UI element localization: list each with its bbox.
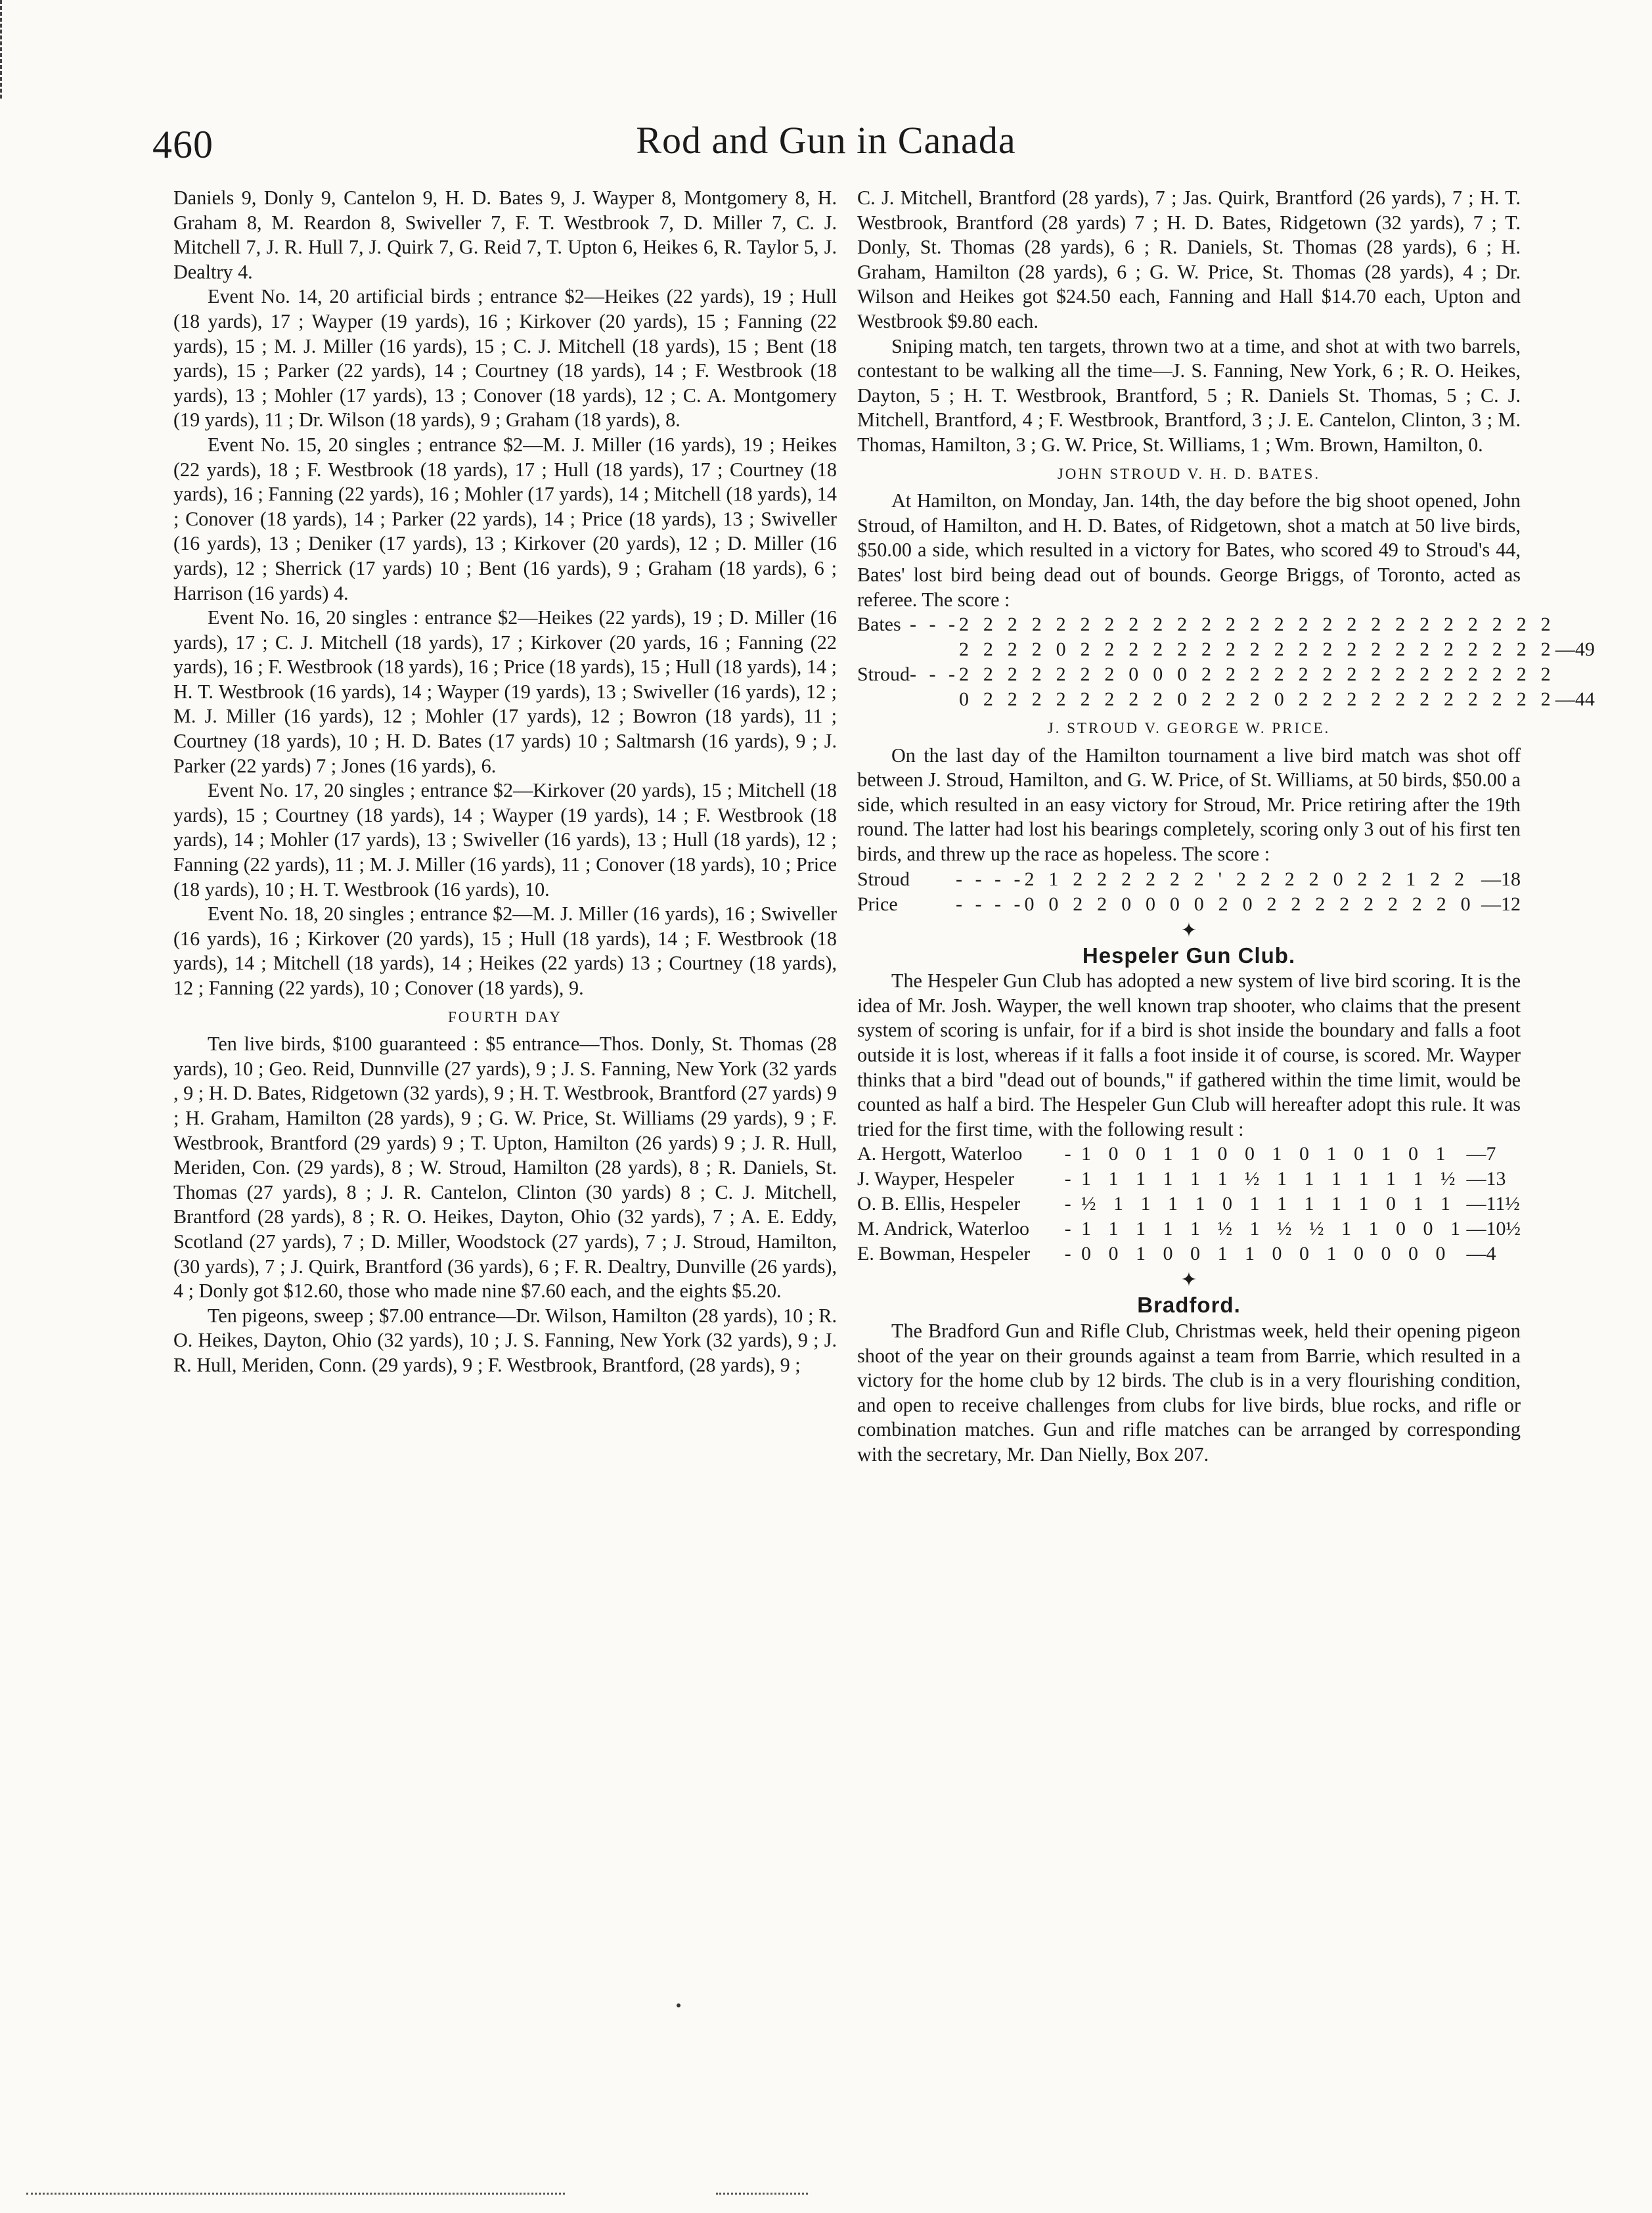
paragraph-pigeons-continued: C. J. Mitchell, Brantford (28 yards), 7 ; Jas. Quirk, Brantford (26 yards), 7 ; H. T. Westbrook, Brantford (28 yards) 7 ; H. D. Bates, Ridgetown (32 yards), 7 ; T. Donly, St. Thomas (28 yards), 6 ; R. Daniels, St. Thomas (28 yards), 6 ; H. Graham, Hamilton (28 yards), 6 ; G. W. Price, St. Thomas (28 yards), 4 ; Dr. Wilson and Heikes got $24.50 each, Fanning and Hall $14.70 each, Upton and Westbrook $9.80 each. (857, 187, 1521, 332)
score-row (857, 687, 1595, 712)
score-total: —10½ (1466, 1218, 1521, 1240)
ornament-icon: ✦ (1180, 1269, 1197, 1291)
score-total: —12 (1481, 893, 1521, 915)
paragraph-stroud-price: On the last day of the Hamilton tournament a live bird match was shot off between J. Stroud, Hamilton, and G. W. Price, of St. Williams, at 50 birds, $50.00 a side, which resulted in an easy victory for Stroud, Mr. Price retiring after the 19th round. The latter had lost his bearings completely, scoring only 3 out of his first ten birds, and threw up the race as hopeless. The score : (857, 744, 1521, 866)
score-sequence: 0 0 1 0 0 1 1 0 0 1 0 0 0 0 (1081, 1243, 1452, 1265)
scan-edge-mark (0, 0, 5, 99)
score-sequence: 1 1 1 1 1 1 ½ 1 1 1 1 1 1 ½ (1081, 1168, 1462, 1190)
score-row (857, 637, 1595, 662)
score-dashes: - (1064, 1168, 1071, 1190)
hespeler-score-row (857, 1142, 1521, 1167)
hespeler-heading: Hespeler Gun Club. (1082, 943, 1296, 968)
shooter-name: E. Bowman, Hespeler (857, 1243, 1031, 1265)
score-sequence: 2 2 2 2 0 2 2 2 2 2 2 2 2 2 2 2 2 2 2 2 2 2 2 2 2 (959, 638, 1555, 661)
score-sequence: 0 2 2 2 2 2 2 2 2 0 2 2 2 0 2 2 2 2 2 2 2 2 2 2 2 (959, 688, 1555, 711)
score-table-stroud-bates (857, 612, 1595, 712)
score-total: —49 (1555, 638, 1595, 661)
paragraph-event-16: Event No. 16, 20 singles : entrance $2—Heikes (22 yards), 19 ; D. Miller (16 yards), 17 ; C. J. Mitchell (18 yards), 17 ; Kirkover (20 yards, 16 ; Fanning (22 yards), 16 ; F. Westbrook (18 yards), 16 ; Price (18 yards), 15 ; Hull (18 yards), 14 ; H. T. Westbrook (16 yards), 14 ; Wayper (19 yards), 13 ; Swiveller (16 yards), 12 ; M. J. Miller (16 yards), 12 ; Mohler (17 yards), 12 ; Bowron (18 yards), 11 ; Courtney (18 yards), 10 ; H. D. Bates (17 yards) 10 ; Saltmarsh (16 yards), 9 ; J. Parker (22 yards) 7 ; Jones (16 yards), 6. (173, 606, 837, 777)
score-table-stroud-price (857, 867, 1521, 917)
shooter-name: J. Wayper, Hespeler (857, 1168, 1015, 1190)
score-dashes: - (1064, 1243, 1071, 1265)
shooter-name: Stroud (857, 868, 910, 890)
score-total: —7 (1466, 1143, 1496, 1165)
score-sequence: 1 1 1 1 1 ½ 1 ½ ½ 1 1 0 0 1 (1081, 1218, 1467, 1240)
score-dashes: - - - - (956, 868, 1025, 890)
hespeler-score-row (857, 1217, 1521, 1241)
running-title: Rod and Gun in Canada (636, 119, 1016, 162)
paragraph-stroud-bates: At Hamilton, on Monday, Jan. 14th, the day before the big shoot opened, John Stroud, of Hamilton, and H. D. Bates, of Ridgetown, shot a match at 50 live birds, $50.00 a side, which resulted in a victory for Bates, who scored 49 to Stroud's 44, Bates' lost bird being dead out of bounds. George Briggs, of Toronto, acted as referee. The score : (857, 489, 1521, 611)
shooter-name: Bates (857, 614, 901, 636)
fourth-day-heading: FOURTH DAY (447, 1008, 563, 1025)
ornament-icon: ✦ (1180, 919, 1197, 941)
paragraph-event-18: Event No. 18, 20 singles ; entrance $2—M. J. Miller (16 yards), 16 ; Swiveller (16 yards), 16 ; Kirkover (20 yards), 15 ; Hull (18 yards), 14 ; F. Westbrook (18 yards), 14 ; Mitchell (18 yards), 14 ; Heikes (22 yards) 13 ; Courtney (18 yards), 12 ; Fanning (22 yards), 10 ; Conover (18 yards), 9. (173, 903, 837, 999)
right-column (857, 186, 1595, 1467)
match-stroud-price-heading: J. STROUD V. GEORGE W. PRICE. (1047, 720, 1331, 737)
paragraph-sniping-match: Sniping match, ten targets, thrown two at a time, and shot at with two barrels, contestant to be walking all the time—J. S. Fanning, New York, 6 ; R. O. Heikes, Dayton, 5 ; H. T. Westbrook, Brantford, 5 ; R. Daniels St. Thomas, 5 ; C. J. Mitchell, Brantford, 4 ; F. Westbrook, Brantford, 3 ; J. E. Cantelon, Clinton, 3 ; M. Thomas, Hamilton, 3 ; G. W. Price, St. Williams, 1 ; Wm. Brown, Hamilton, 0. (857, 334, 1521, 456)
shooter-name: Price (857, 893, 898, 915)
score-sequence: 2 1 2 2 2 2 2 2 ' 2 2 2 2 0 2 2 1 2 2 (1024, 868, 1469, 890)
score-dashes: - (1064, 1193, 1071, 1215)
score-total: —18 (1481, 868, 1521, 890)
score-row (857, 892, 1521, 917)
score-total: —11½ (1466, 1193, 1520, 1215)
hespeler-score-row (857, 1167, 1521, 1192)
paragraph-results-continued: Daniels 9, Donly 9, Cantelon 9, H. D. Bates 9, J. Wayper 8, Montgomery 8, H. Graham 8, M. Reardon 8, Swiveller 7, F. T. Westbrook 7, D. Miller 7, C. J. Mitchell 7, J. R. Hull 7, J. Quirk 7, G. Reid 7, T. Upton 6, Heikes 6, R. Taylor 5, J. Dealtry 4. (173, 187, 837, 283)
paragraph-bradford: The Bradford Gun and Rifle Club, Christmas week, held their opening pigeon shoot of the year on their grounds against a team from Barrie, which resulted in a victory for the home club by 12 birds. The club is in a very flourishing condition, and open to receive challenges from clubs for live birds, blue rocks, and rifle or combination matches. Gun and rifle matches can be arranged by corresponding with the secretary, Mr. Dan Nielly, Box 207. (857, 1320, 1521, 1465)
shooter-name: O. B. Ellis, Hespeler (857, 1193, 1021, 1215)
score-dashes: - (1064, 1143, 1071, 1165)
bradford-heading: Bradford. (1137, 1293, 1241, 1318)
score-total: —13 (1466, 1168, 1506, 1190)
score-row (857, 612, 1595, 637)
paragraph-event-17: Event No. 17, 20 singles ; entrance $2—Kirkover (20 yards), 15 ; Mitchell (18 yards), 15 ; Courtney (18 yards), 14 ; Wayper (19 yards), 14 ; F. Westbrook (18 yards), 14 ; Mohler (17 yards), 13 ; Swiveller (16 yards), 13 ; Hull (18 yards), 12 ; Fanning (22 yards), 11 ; M. J. Miller (16 yards), 11 ; Conover (18 yards), 10 ; Price (18 yards), 10 ; H. T. Westbrook (16 yards), 10. (173, 779, 837, 901)
paragraph-event-15: Event No. 15, 20 singles ; entrance $2—M. J. Miller (16 yards), 19 ; Heikes (22 yards), 18 ; F. Westbrook (18 yards), 17 ; Hull (18 yards), 17 ; Courtney (18 yards), 16 ; Fanning (22 yards), 16 ; Mohler (17 yards), 14 ; Mitchell (18 yards), 14 ; Conover (18 yards), 14 ; Parker (22 yards), 14 ; Price (18 yards), 13 ; Swiveller (16 yards), 13 ; Deniker (17 yards), 13 ; Kirkover (20 yards), 12 ; D. Miller (16 yards), 12 ; Sherrick (17 yards) 10 ; Bent (16 yards), 9 ; Graham (18 yards), 6 ; Harrison (16 yards) 4. (173, 433, 837, 604)
bottom-scan-rule (716, 2193, 808, 2197)
hespeler-score-row (857, 1192, 1521, 1217)
score-dashes: - - - - (956, 893, 1025, 915)
score-sequence: ½ 1 1 1 1 0 1 1 1 1 1 0 1 1 (1081, 1193, 1457, 1215)
shooter-name: M. Andrick, Waterloo (857, 1218, 1029, 1240)
bottom-scan-rule (26, 2193, 565, 2197)
score-total: —44 (1555, 688, 1595, 711)
paragraph-hespeler: The Hespeler Gun Club has adopted a new system of live bird scoring. It is the idea of Mr. Josh. Wayper, the well known trap shooter, who claims that the present system of scoring is unfair, for if a bird is shot inside the boundary and falls a foot outside it is lost, whereas if it falls a foot inside it of course, is scored. Mr. Wayper thinks that a bird "dead out of bounds," if gathered within the time limit, would be counted as half a bird. The Hespeler Gun Club will hereafter adopt this rule. It was tried for the first time, with the following result : (857, 970, 1521, 1140)
paragraph-event-14: Event No. 14, 20 artificial birds ; entrance $2—Heikes (22 yards), 19 ; Hull (18 yards), 17 ; Wayper (19 yards), 16 ; Kirkover (20 yards), 15 ; Fanning (22 yards), 15 ; M. J. Miller (16 yards), 15 ; C. J. Mitchell (18 yards), 15 ; Bent (18 yards), 15 ; Parker (22 yards), 14 ; Courtney (18 yards), 14 ; F. Westbrook (18 yards), 13 ; Mohler (17 yards), 13 ; Conover (18 yards), 12 ; C. A. Montgomery (19 yards), 11 ; Dr. Wilson (18 yards), 9 ; Graham (18 yards), 8. (173, 285, 837, 432)
score-row (857, 867, 1521, 892)
shooter-name: Stroud (857, 663, 910, 686)
score-sequence: 2 2 2 2 2 2 2 2 2 2 2 2 2 2 2 2 2 2 2 2 2 2 2 2 2 (959, 614, 1555, 636)
match-stroud-bates-heading: JOHN STROUD V. H. D. BATES. (1057, 465, 1321, 482)
hespeler-score-table (857, 1142, 1521, 1266)
score-sequence: 1 0 0 1 1 0 0 1 0 1 0 1 0 1 (1081, 1143, 1452, 1165)
print-dot (677, 2003, 681, 2007)
score-dashes: - - - (910, 614, 959, 636)
paragraph-ten-pigeons: Ten pigeons, sweep ; $7.00 entrance—Dr. Wilson, Hamilton (28 yards), 10 ; R. O. Heikes, Dayton, Ohio (32 yards), 10 ; J. S. Fanning, New York (32 yards), 9 ; J. R. Hull, Meriden, Conn. (29 yards), 9 ; F. Westbrook, Brantford, (28 yards), 9 ; (173, 1304, 837, 1376)
page-number: 460 (152, 123, 213, 166)
score-row (857, 662, 1595, 687)
paragraph-ten-live-birds: Ten live birds, $100 guaranteed : $5 entrance—Thos. Donly, St. Thomas (28 yards), 10 ; Geo. Reid, Dunnville (27 yards), 9 ; J. S. Fanning, New York (32 yards , 9 ; H. D. Bates, Ridgetown (32 yards), 9 ; H. T. Westbrook, Brantford (27 yards) 9 ; H. Graham, Hamilton (28 yards), 9 ; G. W. Price, St. Williams (29 yards), 9 ; F. Westbrook, Brantford (29 yards) 9 ; T. Upton, Hamilton (26 yards) 9 ; J. R. Hull, Meriden, Con. (29 yards), 8 ; W. Stroud, Hamilton (28 yards), 8 ; R. Daniels, St. Thomas (27 yards), 8 ; J. R. Cantelon, Clinton (30 yards) 8 ; C. J. Mitchell, Brantford (28 yards), 8 ; R. O. Heikes, Dayton, Ohio (32 yards), 7 ; A. E. Eddy, Scotland (27 yards), 7 ; D. Miller, Woodstock (27 yards), 7 ; J. Stroud, Hamilton, (30 yards), 7 ; J. Quirk, Brantford (36 yards), 6 ; F. R. Dealtry, Dunville (26 yards), 4 ; Donly got $12.60, those who made nine $7.60 each, and the eights $5.20. (173, 1033, 837, 1303)
score-sequence: 2 2 2 2 2 2 2 0 0 0 2 2 2 2 2 2 2 2 2 2 2 2 2 2 2 (959, 663, 1555, 686)
left-column (173, 186, 837, 1378)
score-dashes: - (1064, 1218, 1071, 1240)
score-sequence: 0 0 2 2 0 0 0 0 2 0 2 2 2 2 2 2 2 2 0 (1024, 893, 1475, 915)
hespeler-score-row (857, 1241, 1521, 1266)
score-dashes: - - - (910, 663, 959, 686)
shooter-name: A. Hergott, Waterloo (857, 1143, 1023, 1165)
score-total: —4 (1466, 1243, 1496, 1265)
